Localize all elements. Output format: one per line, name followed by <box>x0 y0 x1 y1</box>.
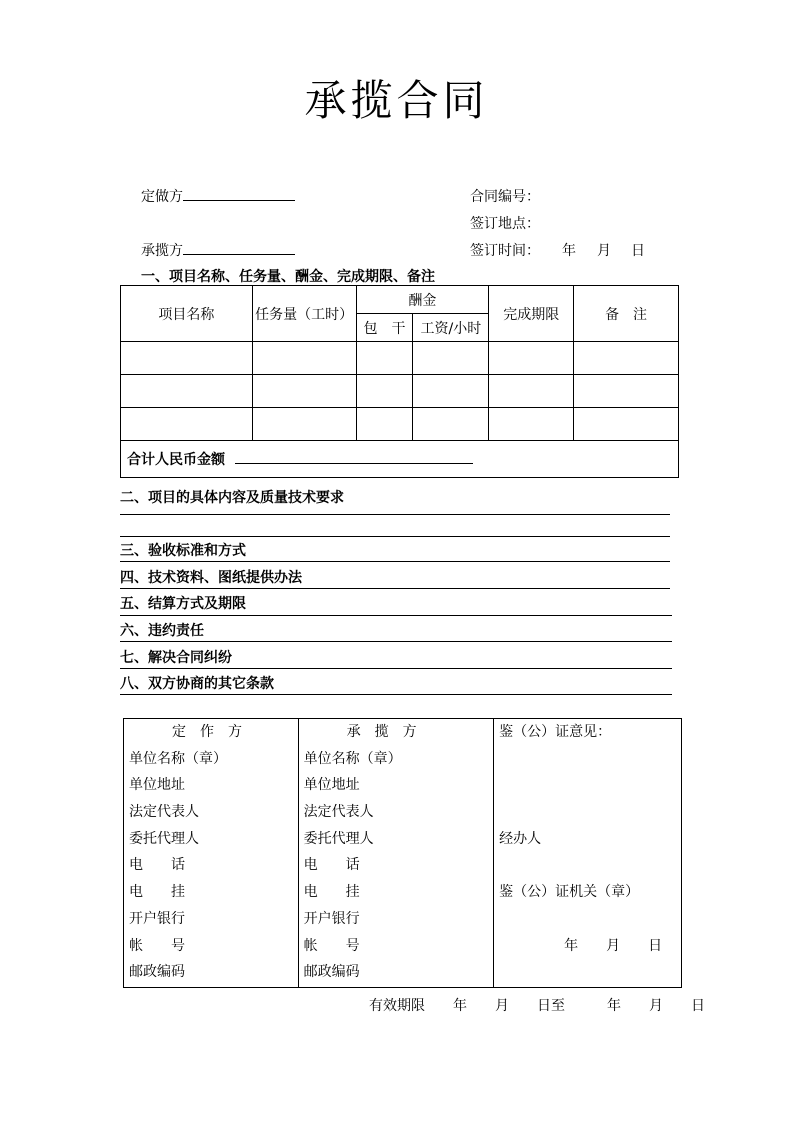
table-cell[interactable] <box>413 342 489 375</box>
writing-line <box>120 668 672 669</box>
section7-heading: 七、解决合同纠纷 <box>120 650 232 666</box>
col-lump-header: 包 干 <box>356 314 413 342</box>
section6-heading: 六、违约责任 <box>120 623 204 639</box>
sign-day: 日 <box>631 243 645 259</box>
table-cell[interactable] <box>356 375 413 408</box>
writing-line <box>120 514 670 515</box>
notary-title: 鉴（公）证意见： <box>499 724 612 740</box>
table-row <box>121 408 679 441</box>
notary-agent-label: 经办人 <box>499 830 542 847</box>
table-row <box>121 342 679 375</box>
contractor-field-name[interactable]: 单位名称（章） <box>303 750 402 767</box>
section1-heading: 一、项目名称、任务量、酬金、完成期限、备注 <box>141 269 435 285</box>
signature-table <box>123 718 682 988</box>
section2-heading: 二、项目的具体内容及质量技术要求 <box>120 490 344 506</box>
ordering-party-title: 定 作 方 <box>172 724 242 740</box>
ordering-party-label: 定做方 <box>141 189 183 205</box>
col-item-header: 项目名称 <box>121 286 253 342</box>
section4-heading: 四、技术资料、图纸提供办法 <box>120 570 302 586</box>
table-cell[interactable] <box>121 408 253 441</box>
table-cell[interactable] <box>356 342 413 375</box>
contractor-field-address[interactable]: 单位地址 <box>303 777 360 794</box>
table-cell[interactable] <box>574 342 679 375</box>
sign-time-label: 签订时间： <box>470 243 540 259</box>
notary-org-label: 鉴（公）证机关（章） <box>499 884 640 901</box>
ordering-field-agent[interactable]: 委托代理人 <box>129 830 199 847</box>
table-cell[interactable] <box>121 375 253 408</box>
ordering-field-bank[interactable]: 开户银行 <box>129 910 185 927</box>
table-cell[interactable] <box>574 375 679 408</box>
contractor-field-account[interactable]: 帐 号 <box>303 937 360 954</box>
col-hourly-header: 工资/小时 <box>413 314 489 342</box>
writing-line <box>120 641 672 642</box>
writing-line <box>120 694 672 695</box>
ordering-field-telegraph[interactable]: 电 挂 <box>129 884 185 901</box>
ordering-field-address[interactable]: 单位地址 <box>129 777 185 794</box>
sign-month: 月 <box>597 243 611 259</box>
table-cell[interactable] <box>574 408 679 441</box>
table-cell[interactable] <box>356 408 413 441</box>
col-remark-header: 备 注 <box>574 286 679 342</box>
section5-heading: 五、结算方式及期限 <box>120 596 246 612</box>
ordering-field-name[interactable]: 单位名称（章） <box>129 750 227 767</box>
contract-no-label: 合同编号： <box>470 189 540 205</box>
total-label: 合计人民币金额 <box>127 452 225 468</box>
ordering-field-postcode[interactable]: 邮政编码 <box>129 964 185 981</box>
validity-period: 有效期限 年 月 日至 年 月 日 <box>369 998 705 1014</box>
contractor-line <box>141 240 295 260</box>
contractor-field-agent[interactable]: 委托代理人 <box>303 830 374 847</box>
writing-line <box>120 561 670 562</box>
total-amount-field[interactable] <box>235 449 473 464</box>
table-cell[interactable] <box>252 408 356 441</box>
section3-heading: 三、验收标准和方式 <box>120 543 246 559</box>
table-cell[interactable] <box>252 375 356 408</box>
contractor-title: 承 揽 方 <box>346 724 417 740</box>
ordering-field-phone[interactable]: 电 话 <box>129 857 185 874</box>
ordering-party-line <box>141 186 295 206</box>
document-title: 承揽合同 <box>304 76 489 125</box>
table-cell[interactable] <box>121 342 253 375</box>
sign-year: 年 <box>562 243 576 259</box>
table-cell[interactable] <box>413 375 489 408</box>
contractor-field-telegraph[interactable]: 电 挂 <box>303 884 360 901</box>
col-task-header: 任务量（工时） <box>252 286 356 342</box>
table-cell[interactable] <box>413 408 489 441</box>
sign-place-label: 签订地点： <box>470 216 540 232</box>
table-cell[interactable] <box>252 342 356 375</box>
table-cell[interactable] <box>489 375 574 408</box>
ordering-party-block <box>124 719 299 988</box>
ordering-field-legal-rep[interactable]: 法定代表人 <box>129 804 199 821</box>
ordering-party-field[interactable] <box>183 186 295 201</box>
total-row <box>121 441 679 478</box>
project-table <box>120 285 679 478</box>
ordering-field-account[interactable]: 帐 号 <box>129 937 185 954</box>
table-cell[interactable] <box>489 342 574 375</box>
contractor-label: 承揽方 <box>141 243 183 259</box>
contractor-block <box>298 719 493 988</box>
writing-line <box>120 615 672 616</box>
table-row <box>121 375 679 408</box>
col-deadline-header: 完成期限 <box>489 286 574 342</box>
notary-date: 年 月 日 <box>564 937 663 954</box>
writing-line <box>120 536 670 537</box>
contractor-field-postcode[interactable]: 邮政编码 <box>303 964 360 981</box>
notary-block <box>494 719 682 988</box>
contractor-field-phone[interactable]: 电 话 <box>303 857 360 874</box>
writing-line <box>120 588 670 589</box>
table-cell[interactable] <box>489 408 574 441</box>
contractor-field-bank[interactable]: 开户银行 <box>303 910 360 927</box>
section8-heading: 八、双方协商的其它条款 <box>120 676 274 692</box>
contractor-field-legal-rep[interactable]: 法定代表人 <box>303 804 374 821</box>
col-pay-header: 酬金 <box>356 286 489 314</box>
contractor-field[interactable] <box>183 240 295 255</box>
